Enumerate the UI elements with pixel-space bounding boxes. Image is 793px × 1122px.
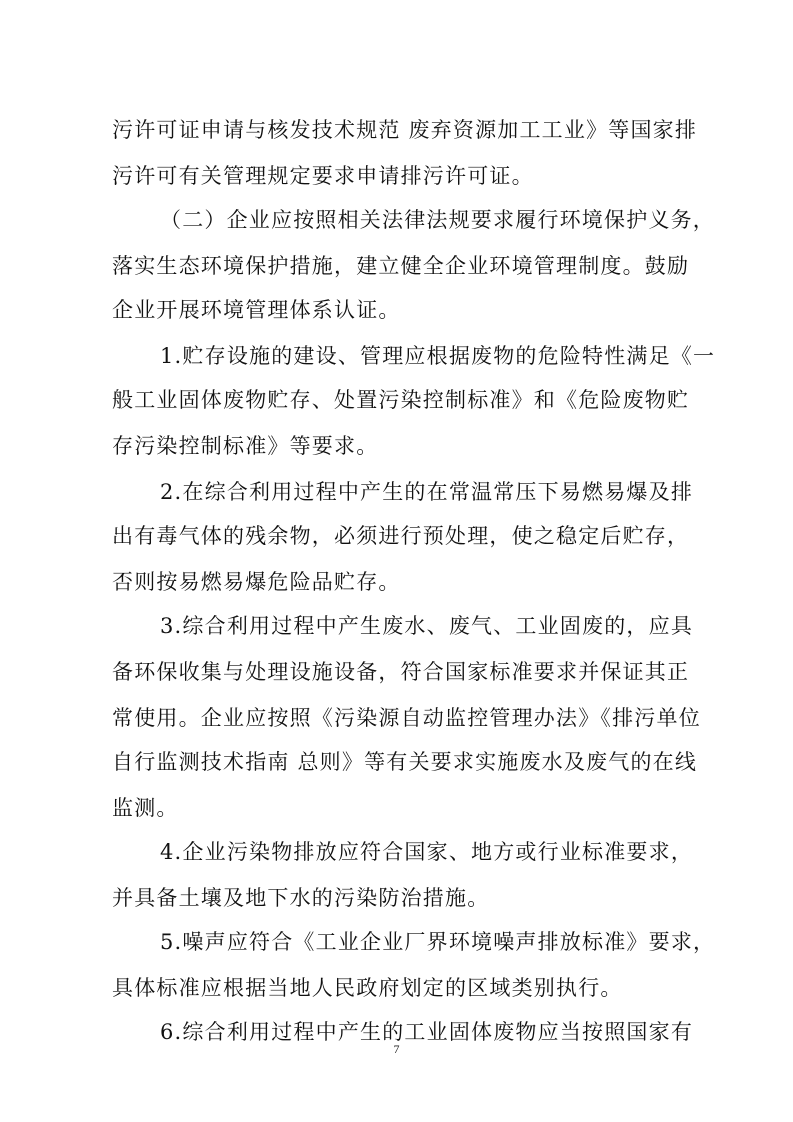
- page-number: 7: [393, 1042, 400, 1056]
- text-line-19: 5.噪声应符合《工业企业厂界环境噪声排放标准》要求，: [160, 930, 716, 954]
- text-line-20: 具体标准应根据当地人民政府划定的区域类别执行。: [112, 976, 623, 1000]
- text-line-13: 备环保收集与处理设施设备，符合国家标准要求并保证其正: [112, 660, 690, 684]
- text-line-18: 并具备土壤及地下水的污染防治措施。: [112, 886, 490, 910]
- text-line-9: 2.在综合利用过程中产生的在常温常压下易燃易爆及排: [160, 480, 694, 504]
- text-line-21: 6.综合利用过程中产生的工业固体废物应当按照国家有: [160, 1020, 694, 1044]
- text-line-1: 污许可证申请与核发技术规范 废弃资源加工工业》等国家排: [112, 118, 698, 142]
- text-line-4: 落实生态环境保护措施，建立健全企业环境管理制度。鼓励: [112, 254, 690, 278]
- text-line-2: 污许可有关管理规定要求申请排污许可证。: [112, 164, 534, 188]
- text-line-5: 企业开展环境管理体系认证。: [112, 298, 401, 322]
- text-line-3: （二）企业应按照相关法律法规要求履行环境保护义务，: [160, 208, 715, 232]
- text-line-10: 出有毒气体的残余物，必须进行预处理，使之稳定后贮存，: [112, 524, 690, 548]
- text-line-16: 监测。: [112, 796, 179, 820]
- text-line-17: 4.企业污染物排放应符合国家、地方或行业标准要求，: [160, 840, 694, 864]
- text-line-12: 3.综合利用过程中产生废水、废气、工业固废的，应具: [160, 614, 694, 638]
- text-line-11: 否则按易燃易爆危险品贮存。: [112, 570, 401, 594]
- text-line-15: 自行监测技术指南 总则》等有关要求实施废水及废气的在线: [112, 750, 698, 774]
- text-line-7: 般工业固体废物贮存、处置污染控制标准》和《危险废物贮: [112, 388, 690, 412]
- text-line-6: 1.贮存设施的建设、管理应根据废物的危险特性满足《一: [160, 344, 716, 368]
- text-line-8: 存污染控制标准》等要求。: [112, 434, 379, 458]
- text-line-14: 常使用。企业应按照《污染源自动监控管理办法》《排污单位: [112, 706, 701, 730]
